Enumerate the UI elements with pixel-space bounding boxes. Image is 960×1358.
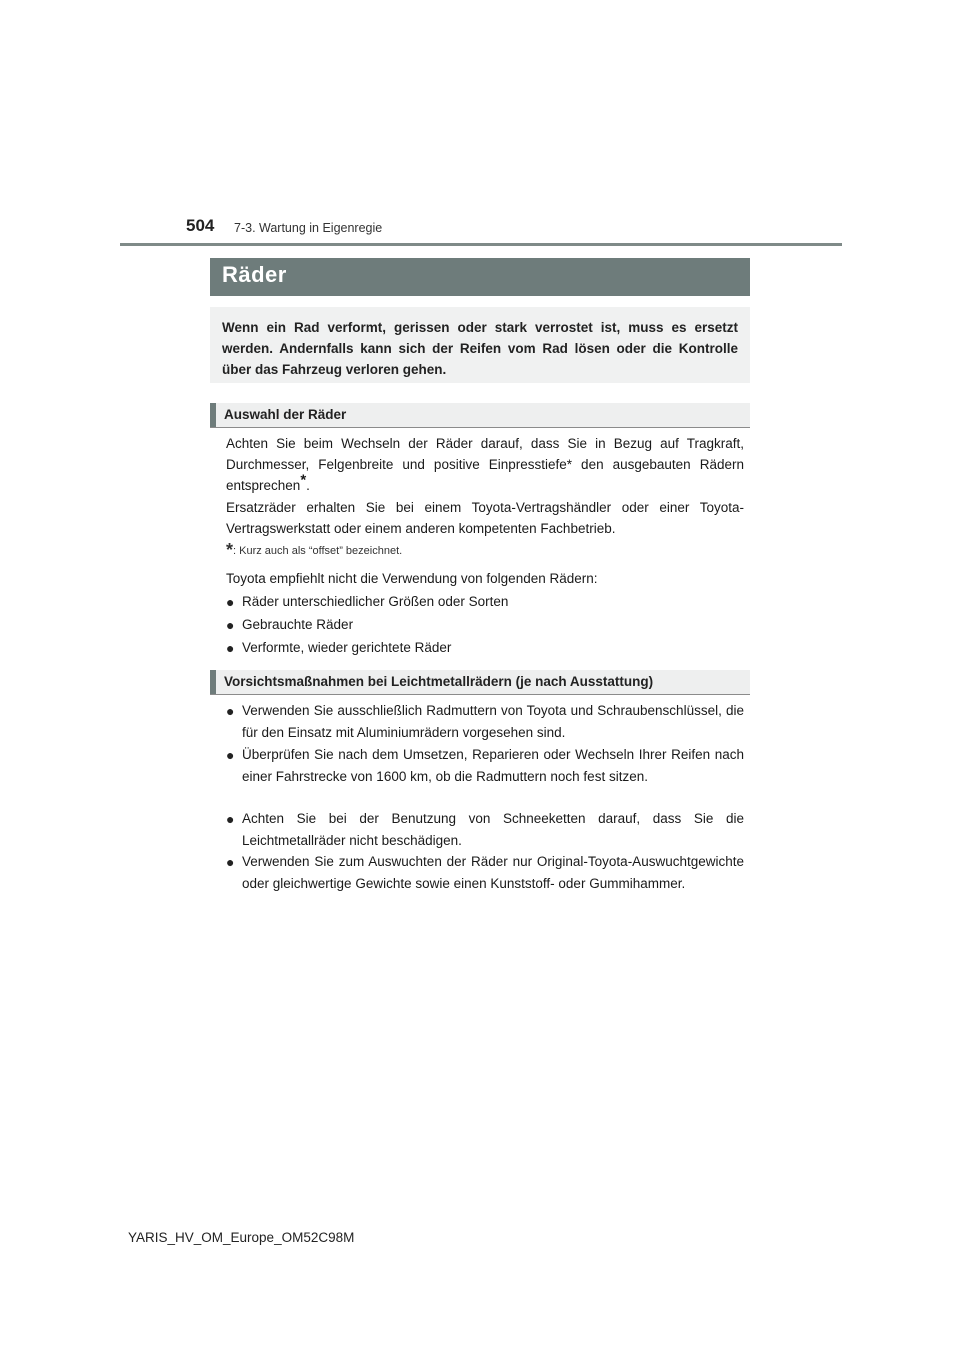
bullet-icon: ● [226,617,235,633]
bullet-icon: ● [226,811,235,827]
footnote-ref-mark: * [300,471,307,489]
selection-paragraph-text: Achten Sie beim Wechseln der Räder darauf, dass Sie in Bezug auf Tragkraft, Durchmesser, Felgenbreite und positive Einpresstiefe* den ausgebauten Rädern entsprechen [226,436,744,493]
replacement-paragraph: Ersatzräder erhalten Sie bei einem Toyota-Vertragshändler oder einer Toyota-Vertragswerkstatt oder einem anderen kompetenten Fachbetrieb. [226,500,744,536]
page-number: 504 [186,216,215,235]
list-item-text: Verwenden Sie ausschließlich Radmuttern von Toyota und Schraubenschlüssel, die für den Einsatz mit Aluminiumrädern vorgesehen sind. [242,703,744,740]
selection-paragraph [226,433,744,496]
footnote-text: : Kurz auch als “offset” bezeichnet. [233,545,403,557]
section-label: 7-3. Wartung in Eigenregie [234,221,383,235]
recommendation-paragraph: Toyota empfiehlt nicht die Verwendung von folgenden Rädern: [226,571,598,586]
footnote-mark: * [226,540,234,560]
list-item-text: Räder unterschiedlicher Größen oder Sorten [242,594,509,609]
subheading-wheel-selection [210,403,750,428]
list-item-text: Gebrauchte Räder [242,617,354,632]
list-item [226,591,744,613]
subheading-text: Auswahl der Räder [224,407,347,422]
list-item [226,744,744,788]
list-item [226,851,744,895]
list-item [226,614,744,636]
header-rule [120,243,842,246]
bullet-icon: ● [226,854,235,870]
footer-doc-id: YARIS_HV_OM_Europe_OM52C98M [128,1230,355,1245]
footnote [226,540,402,561]
list-item [226,700,744,744]
list-item-text: Überprüfen Sie nach dem Umsetzen, Reparieren oder Wechseln Ihrer Reifen nach einer Fahrstrecke von 1600 km, ob die Radmuttern noch fest sitzen. [242,747,744,784]
intro-text: Wenn ein Rad verformt, gerissen oder stark verrostet ist, muss es ersetzt werden. Andernfalls kann sich der Reifen vom Rad lösen oder die Kontrolle über das Fahrzeug verloren gehen. [222,320,738,377]
bullet-icon: ● [226,594,235,610]
list-item [226,637,744,659]
list-item-text: Verformte, wieder gerichtete Räder [242,640,452,655]
subheading-alloy-precautions [210,670,750,695]
bullet-icon: ● [226,747,235,763]
subheading-marker [210,670,216,694]
list-item-text: Achten Sie bei der Benutzung von Schneeketten darauf, dass Sie die Leichtmetallräder nicht beschädigen. [242,811,744,848]
intro-box [210,307,750,383]
selection-paragraph-end: . [306,478,310,493]
title-bar [210,258,750,296]
subheading-marker [210,403,216,427]
page-title: Räder [222,262,287,287]
subheading-text: Vorsichtsmaßnahmen bei Leichtmetallrädern (je nach Ausstattung) [224,674,654,689]
list-item [226,808,744,852]
list-item-text: Verwenden Sie zum Auswuchten der Räder nur Original-Toyota-Auswuchtgewichte oder gleichwertige Gewichte sowie einen Kunststoff- oder Gummihammer. [242,854,744,891]
bullet-icon: ● [226,640,235,656]
bullet-icon: ● [226,703,235,719]
